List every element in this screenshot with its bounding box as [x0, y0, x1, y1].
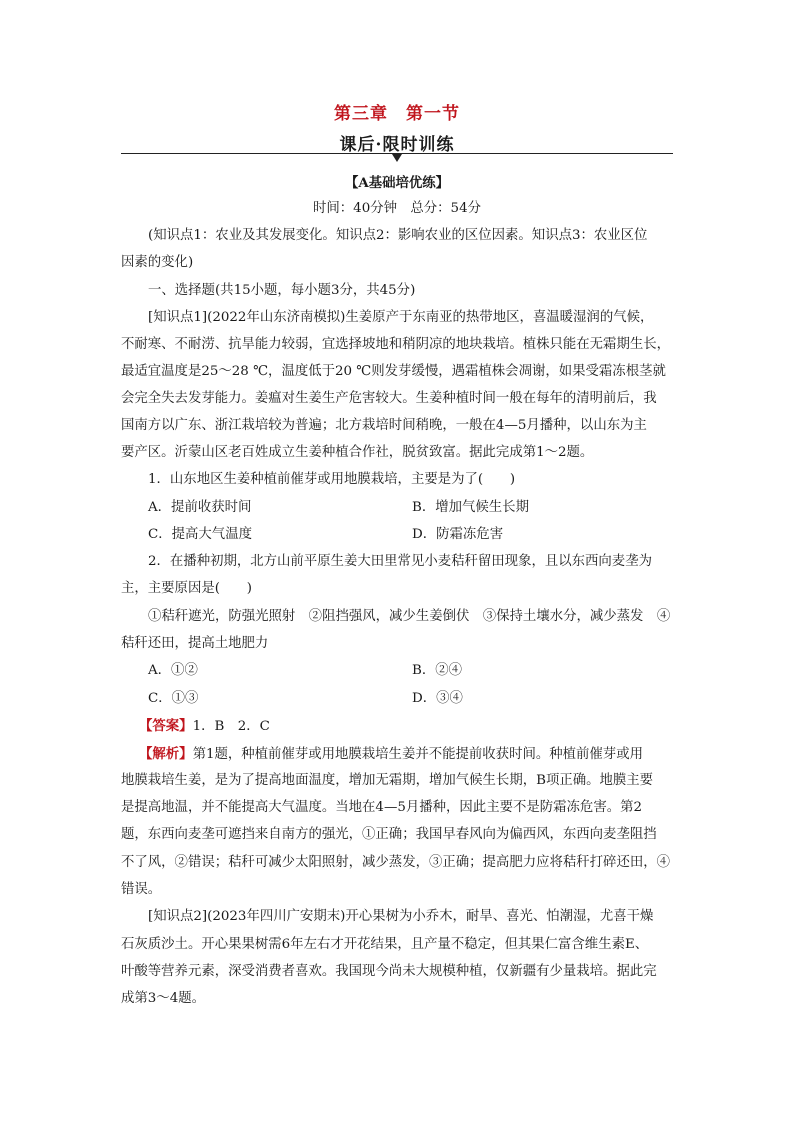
answer-line — [139, 717, 270, 736]
passage1-line: 会完全失去发芽能力。姜瘟对生姜生产危害较大。生姜种植时间一般在每年的清明前后，我 — [121, 391, 657, 406]
passage2-line: 叶酸等营养元素，深受消费者喜欢。我国现今尚未大规模种植，仅新疆有少量栽培。据此完 — [121, 964, 657, 979]
analysis-line: 地膜栽培生姜，是为了提高地面温度，增加无霜期，增加气候生长期，B项正确。地膜主要 — [121, 773, 654, 788]
analysis-line: 不了风，②错误；秸秆可减少太阳照射，减少蒸发，③正确；提高肥力应将秸秆打碎还田，④ — [121, 855, 671, 870]
question-2-stem-line-1: 2．在播种初期，北方山前平原生姜大田里常见小麦秸秆留田现象，且以东西向麦垄为 — [148, 554, 652, 569]
analysis-label: 【解析】 — [139, 746, 193, 762]
passage1-line: 要产区。沂蒙山区老百姓成立生姜种植合作社，脱贫致富。据此完成第1～2题。 — [121, 445, 594, 460]
passage1-line: 最适宜温度是25～28 ℃，温度低于20 ℃则发芽缓慢，遇霜植株会凋谢，如果受霜冻根茎就 — [121, 364, 666, 379]
question-2-option-d: D．③④ — [412, 691, 463, 706]
triangle-marker-icon — [392, 154, 402, 162]
question-2-stem-line-2: 主，主要原因是( ) — [121, 581, 252, 596]
passage1-line: 不耐寒、不耐涝、抗旱能力较弱，宜选择坡地和稍阴凉的地块栽培。植株只能在无霜期生长， — [121, 337, 671, 352]
page-subtitle: 课后·限时训练 — [339, 135, 455, 155]
question-2-option-b: B．②④ — [412, 663, 463, 678]
question-1-option-b: B．增加气候生长期 — [412, 500, 529, 515]
passage2-line: 石灰质沙土。开心果果树需6年左右才开花结果，且产量不稳定，但其果仁富含维生素E、 — [121, 937, 649, 952]
passage2-line: 成第3～4题。 — [121, 991, 205, 1006]
knowledge-points-line-1: (知识点1：农业及其发展变化。知识点2：影响农业的区位因素。知识点3：农业区位 — [148, 228, 648, 243]
analysis-line — [139, 745, 643, 764]
knowledge-points-line-2: 因素的变化) — [121, 255, 194, 270]
analysis-line: 题，东西向麦垄可遮挡来自南方的强光，①正确；我国早春风向为偏西风，东西向麦垄阻挡 — [121, 827, 657, 842]
part-heading: 一、选择题(共15小题，每小题3分，共45分) — [148, 283, 416, 298]
analysis-line: 是提高地温，并不能提高大气温度。当地在4—5月播种，因此主要不是防霜冻危害。第2 — [121, 800, 643, 815]
passage2-line: [知识点2](2023年四川广安期末)开心果树为小乔木，耐旱、喜光、怕潮湿，尤喜干燥 — [148, 909, 654, 924]
question-2-option-c: C．①③ — [148, 691, 199, 706]
question-1-option-d: D．防霜冻危害 — [412, 527, 504, 542]
analysis-line: 错误。 — [121, 882, 162, 897]
answer-text: 1．B 2．C — [192, 719, 270, 734]
question-2-choices-line-2: 秸秆还田，提高土地肥力 — [121, 636, 269, 651]
question-2-option-a: A．①② — [148, 663, 198, 678]
time-info: 时间：40分钟 总分：54分 — [313, 201, 481, 216]
question-1-option-c: C．提高大气温度 — [148, 527, 252, 542]
question-1-stem: 1．山东地区生姜种植前催芽或用地膜栽培，主要是为了( ) — [148, 472, 516, 487]
answer-label: 【答案】 — [139, 718, 193, 734]
analysis-text: 第1题，种植前催芽或用地膜栽培生姜并不能提前收获时间。种植前催芽或用 — [192, 747, 643, 762]
section-title: 【A基础培优练】 — [344, 175, 450, 191]
question-1-option-a: A．提前收获时间 — [148, 500, 252, 515]
passage1-line: 国南方以广东、浙江栽培较为普遍；北方栽培时间稍晚，一般在4—5月播种，以山东为主 — [121, 418, 647, 433]
question-2-choices-line-1: ①秸秆遮光，防强光照射 ②阻挡强风，减少生姜倒伏 ③保持土壤水分，减少蒸发 ④ — [148, 609, 671, 624]
chapter-title: 第三章 第一节 — [334, 104, 460, 124]
passage1-line: [知识点1](2022年山东济南模拟)生姜原产于东南亚的热带地区，喜温暖湿润的气候， — [148, 310, 654, 325]
